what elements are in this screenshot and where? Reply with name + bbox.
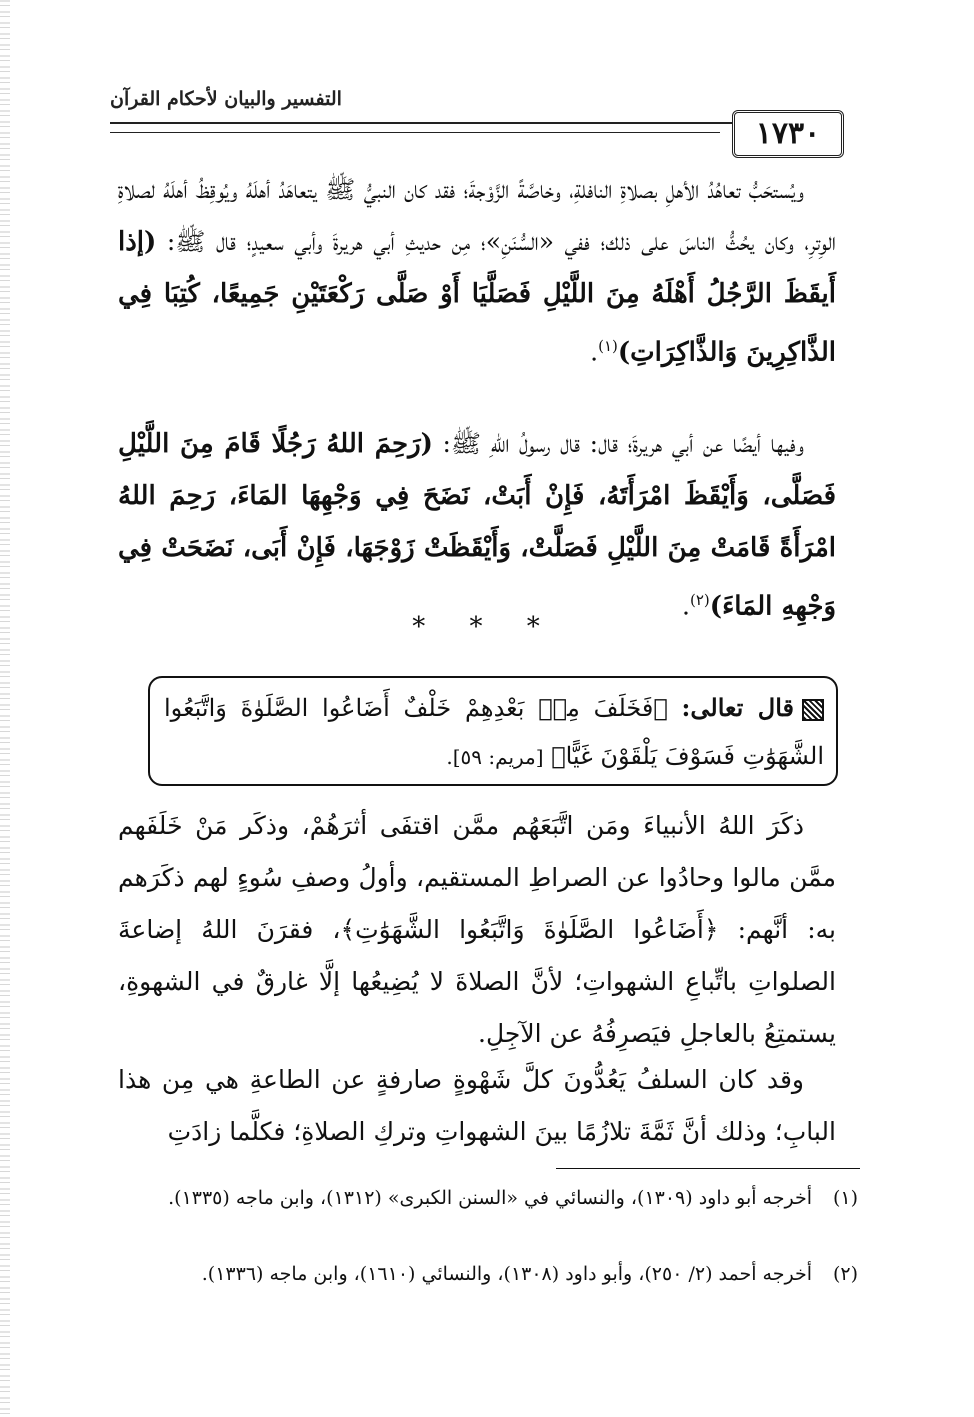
footnote-1-number: (١) [832, 1187, 858, 1209]
paragraph-2-text: وفيها أيضًا عن أبي هريرةَ؛ قال: قال رسولُ اللهِ ﷺ: [432, 429, 804, 458]
page-number: ١٧٣٠ [732, 110, 844, 158]
footnote-2-text: أخرجه أحمد (٢/ ٢٥٠)، وأبو داود (١٣٠٨)، والنسائي (١٦١٠)، وابن ماجه (١٣٣٦). [201, 1263, 812, 1285]
paragraph-5 [118, 1054, 836, 1158]
footnote-2-number: (٢) [832, 1263, 858, 1285]
quran-verse-box [148, 676, 838, 786]
verse-quote: ﴿فَخَلَفَ مِنۢ بَعْدِهِمْ خَلْفٌ أَضَاعُوا الصَّلَوٰةَ وَاتَّبَعُوا الشَّهَوَٰتِ فَسَوْفَ يَلْقَوْنَ غَيًّا﴾ [164, 694, 824, 770]
paragraph-4 [118, 800, 836, 1060]
page-binding-edge [0, 0, 10, 1417]
sura-reference: [مريم: ٥٩]. [446, 745, 544, 769]
running-header [110, 80, 838, 150]
hadith-quote-2: (رَحِمَ اللهُ رَجُلًا قَامَ مِنَ اللَّيْلِ فَصَلَّى، وَأَيْقَظَ امْرَأَتَهُ، فَإِنْ أَبَتْ، نَضَحَ فِي وَجْهِهَا المَاءَ، رَحِمَ اللهُ امْرَأَةً قَامَتْ مِنَ اللَّيْلِ فَصَلَّتْ، وَأَيْقَظَتْ زَوْجَهَا، فَإِنْ أَبَى، نَضَحَتْ فِي وَجْهِهِ المَاءَ) [118, 429, 836, 622]
verse-text [164, 684, 824, 781]
section-separator-stars: * * * [412, 612, 558, 642]
footnote-separator [556, 1168, 860, 1169]
paragraph-5-text: وقد كان السلفُ يَعُدُّونَ كلَّ شَهْوةٍ صارفةٍ عن الطاعةِ هي مِن هذا البابِ؛ وذلك أنَّ ثَمَّةَ تلازُمًا بينَ الشهواتِ وتركِ الصلاةِ؛ فكلَّما زادَتِ [118, 1065, 836, 1146]
footnote-ref-1: (١) [598, 337, 618, 355]
footnote-2 [118, 1256, 858, 1292]
paragraph-2: وفيها أيضًا عن أبي هريرةَ؛ قال: قال رسولُ اللهِ ﷺ: (رَحِمَ اللهُ رَجُلًا قَامَ مِنَ اللَّيْلِ فَصَلَّى، وَأَيْقَظَ امْرَأَتَهُ، فَإِنْ أَبَتْ، نَضَحَ فِي وَجْهِهَا المَاءَ، رَحِمَ اللهُ امْرَأَةً قَامَتْ مِنَ اللَّيْلِ فَصَلَّتْ، وَأَيْقَظَتْ زَوْجَهَا، فَإِنْ أَبَى، نَضَحَتْ فِي وَجْهِهِ المَاءَ)$^{(٢)}$. [118, 429, 836, 622]
paragraph-1: ويُستحَبُّ تعاهُدُ الأهلِ بصلاةِ النافلةِ، وخاصَّةً الزَّوْجةَ؛ فقد كان النبيُّ ﷺ يتعاهَدُ أهلَهُ ويُوقِظُ أهلَهُ لصلاةِ الوِترِ، وكان يحُثُّ الناسَ على ذلك؛ ففي «السُّنَنِ»؛ مِن حديثِ أبي هريرةَ وأبي سعيدٍ؛ قال ﷺ: (إذا أَيقَظَ الرَّجُلُ أَهْلَهُ مِنَ اللَّيْلِ فَصَلَّيَا أَوْ صَلَّى رَكْعَتَيْنِ جَمِيعًا، كُتِبَا فِي الذَّاكِرِينَ وَالذَّاكِرَاتِ)$^{(١)}$. [118, 175, 836, 368]
book-title: التفسير والبيان لأحكام القرآن [110, 88, 342, 110]
header-rule-thin [110, 132, 720, 133]
verse-intro: قال تعالى: [681, 693, 794, 722]
verse-ornament-icon [802, 699, 824, 721]
header-rule [110, 122, 838, 124]
footnote-1 [118, 1180, 858, 1216]
paragraph-1-text: ويُستحَبُّ تعاهُدُ الأهلِ بصلاةِ النافلةِ، وخاصَّةً الزَّوْجةَ؛ فقد كان النبيُّ ﷺ يتعاهَدُ أهلَهُ ويُوقِظُ أهلَهُ لصلاةِ الوِترِ، وكان يحُثُّ الناسَ على ذلك؛ ففي «السُّنَنِ»؛ مِن حديثِ أبي هريرةَ وأبي سعيدٍ؛ قال ﷺ: [118, 175, 836, 256]
footnote-ref-2: (٢) [689, 591, 710, 609]
paragraph-4-text: ذكَرَ اللهُ الأنبياءَ ومَن اتَّبَعَهُم ممَّن اقتفَى أثرَهُمْ، وذكَر مَنْ خَلَفَهم ممَّن مالوا وحادُوا عن الصراطِ المستقيم، وأولُ وصفِ سُوءٍ لهم ذكَرَهم به: أنَّهم: ﴿أَضَاعُوا الصَّلَوٰةَ وَاتَّبَعُوا الشَّهَوَٰتِ﴾، فقرَنَ اللهُ إضاعةَ الصلواتِ باتِّباعِ الشهواتِ؛ لأنَّ الصلاةَ لا يُضِيعُها إلَّا غارقٌ في الشهوةِ، يستمتِعُ بالعاجلِ فيَصرِفُهُ عن الآجِلِ. [118, 811, 836, 1048]
hadith-quote-1: (إذا أَيقَظَ الرَّجُلُ أَهْلَهُ مِنَ اللَّيْلِ فَصَلَّيَا أَوْ صَلَّى رَكْعَتَيْنِ جَمِيعًا، كُتِبَا فِي الذَّاكِرِينَ وَالذَّاكِرَاتِ) [118, 227, 836, 368]
footnote-1-text: أخرجه أبو داود (١٣٠٩)، والنسائي في «السنن الكبرى» (١٣١٢)، وابن ماجه (١٣٣٥). [168, 1187, 812, 1209]
